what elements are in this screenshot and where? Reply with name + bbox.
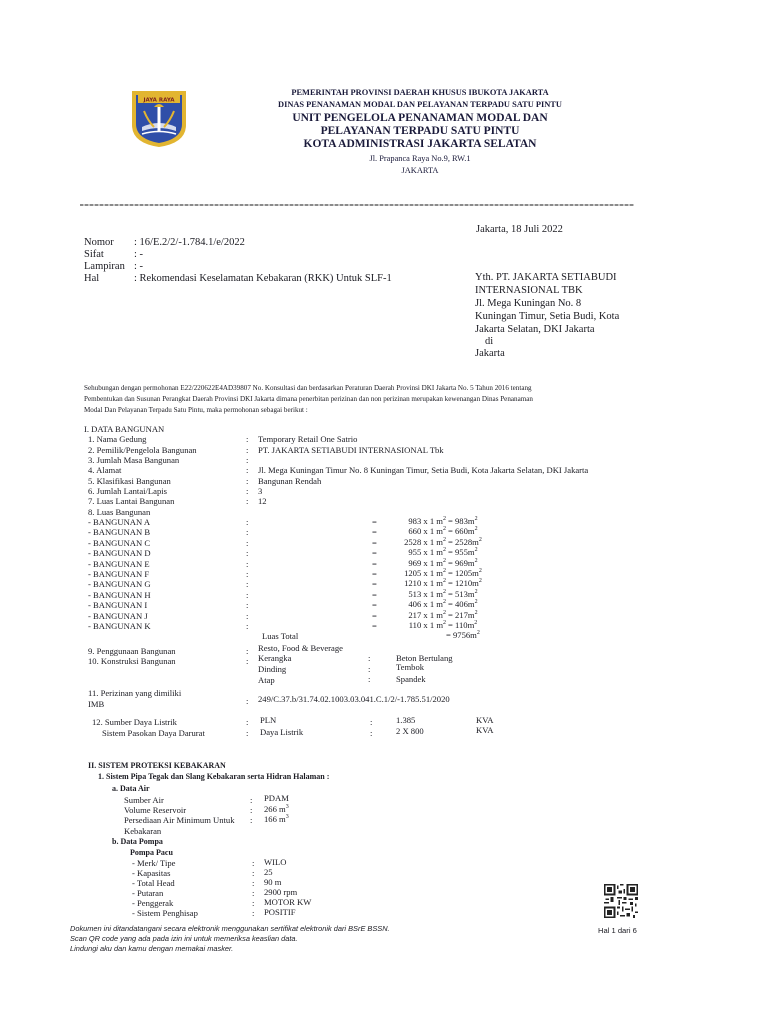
- darurat-value: 2 X 800: [396, 726, 424, 736]
- building-eq: =: [372, 548, 377, 559]
- pompa-colon: :: [252, 858, 255, 868]
- building-eq: =: [372, 589, 377, 600]
- pompa-label: - Sistem Penghisap: [132, 908, 198, 918]
- building-name: - BANGUNAN J: [88, 610, 148, 621]
- letterhead-line-5: KOTA ADMINISTRASI JAKARTA SELATAN: [303, 138, 537, 150]
- pompa-colon: :: [252, 908, 255, 918]
- building-calc-text: 513 x 1 m: [408, 588, 443, 599]
- row-label: 3. Jumlah Masa Bangunan: [88, 455, 180, 465]
- air-value: 166 $m^3$: [264, 814, 289, 824]
- listrik-source: PLN: [260, 715, 277, 725]
- penggunaan-colon: :: [246, 646, 249, 656]
- darurat-colon: :: [246, 728, 249, 738]
- air-colon: :: [250, 805, 253, 815]
- listrik-unit: KVA: [476, 715, 494, 725]
- row-colon: :: [246, 434, 249, 444]
- building-result-text: = 983m: [448, 516, 475, 526]
- recipient-line-6: di: [485, 336, 494, 347]
- pompa-label: - Total Head: [132, 878, 175, 888]
- building-calc-text: 110 x 1 m: [408, 620, 443, 630]
- listrik-colon-2: :: [370, 717, 373, 727]
- row-label: 7. Luas Lantai Bangunan: [88, 496, 175, 506]
- air-value: PDAM: [264, 793, 289, 803]
- imb-value: 249/C.37.b/31.74.02.1003.03.041.C.1/2/-1.785.51/2020: [258, 694, 450, 704]
- pompa-label: - Merk/ Tipe: [132, 858, 176, 868]
- jakarta-emblem-logo: [128, 87, 190, 149]
- building-name: - BANGUNAN A: [88, 517, 151, 527]
- building-result: = $1205m^2$: [448, 568, 482, 578]
- building-result: = $660m^2$: [448, 526, 478, 537]
- pompa-value: 25: [264, 867, 273, 877]
- building-colon: :: [246, 548, 249, 559]
- row-label: 5. Klasifikasi Bangunan: [88, 476, 171, 486]
- air-label: Persediaan Air Minimum Untuk: [124, 815, 235, 825]
- building-calc-text: 660 x 1 m: [408, 526, 443, 537]
- building-colon: :: [246, 600, 249, 611]
- pompa-colon: :: [252, 888, 255, 898]
- building-result: = $969m^2$: [448, 557, 478, 568]
- building-colon: :: [246, 569, 249, 579]
- row-colon: :: [246, 465, 249, 475]
- building-eq: =: [372, 527, 377, 538]
- sifat-label: Sifat: [84, 249, 104, 260]
- building-name: - BANGUNAN E: [88, 558, 150, 569]
- building-colon: :: [246, 589, 249, 600]
- building-result-text: = 2528m: [448, 536, 479, 547]
- row-value: PT. JAKARTA SETIABUDI INTERNASIONAL Tbk: [258, 445, 444, 455]
- building-calc-text: 983 x 1 m: [408, 516, 443, 526]
- pompa-value: WILO: [264, 857, 287, 867]
- building-calc: 513 x 1 $m^2$: [408, 588, 446, 599]
- building-name: - BANGUNAN G: [88, 579, 151, 590]
- konstruksi-colon: :: [368, 674, 371, 684]
- recipient-line-2: INTERNASIONAL TBK: [475, 285, 583, 296]
- building-colon: :: [246, 527, 249, 538]
- air-label: Volume Reservoir: [124, 805, 187, 815]
- pompa-value: POSITIF: [264, 907, 296, 917]
- imb-label: IMB: [88, 699, 105, 709]
- building-result-text: = 1210m: [448, 578, 479, 589]
- building-calc: 1210 x 1 $m^2$: [404, 578, 446, 589]
- building-name: - BANGUNAN C: [88, 537, 151, 548]
- konstruksi-value: Tembok: [396, 662, 425, 672]
- pompa-colon: :: [252, 878, 255, 888]
- luas-total-number: = 9756m: [446, 630, 477, 640]
- footer-line-1: Dokumen ini ditandatangani secara elektronik menggunakan sertifikat elektronik dari BSrE BSSN.: [70, 924, 390, 933]
- building-result-text: = 955m: [448, 547, 475, 558]
- building-calc: 660 x 1 $m^2$: [408, 526, 446, 537]
- data-air-title: a. Data Air: [112, 784, 150, 793]
- pompa-value: 90 m: [264, 877, 282, 887]
- row-value: Bangunan Rendah: [258, 476, 322, 486]
- building-calc-text: 2528 x 1 m: [404, 536, 443, 547]
- letterhead-line-1: PEMERINTAH PROVINSI DAERAH KHUSUS IBUKOTA JAKARTA: [291, 88, 549, 97]
- row-label: 4. Alamat: [88, 465, 122, 475]
- konstruksi-value: Spandek: [396, 674, 426, 684]
- building-calc: 217 x 1 $m^2$: [408, 609, 446, 620]
- row-colon: :: [246, 496, 249, 506]
- darurat-label: Sistem Pasokan Daya Darurat: [102, 728, 205, 738]
- lampiran-value: : -: [134, 261, 144, 272]
- imb-colon: :: [246, 696, 249, 706]
- svg-text:JAYA RAYA: JAYA RAYA: [143, 97, 175, 104]
- letter-date: Jakarta, 18 Juli 2022: [476, 224, 563, 235]
- sifat-value: : -: [134, 249, 144, 260]
- intro-line-3: Modal Dan Pelayanan Terpadu Satu Pintu, maka permohonan sebagai berikut :: [84, 406, 308, 414]
- listrik-colon: :: [246, 717, 249, 727]
- section-1-title: I. DATA BANGUNAN: [84, 424, 165, 434]
- row-value: Temporary Retail One Satrio: [258, 434, 358, 444]
- building-name: - BANGUNAN B: [88, 527, 151, 538]
- building-calc-text: 217 x 1 m: [408, 609, 443, 620]
- letterhead-address: Jl. Prapanca Raya No.9, RW.1: [369, 154, 471, 163]
- building-eq: =: [372, 537, 377, 548]
- row-colon: :: [246, 476, 249, 486]
- building-calc: 955 x 1 $m^2$: [408, 547, 446, 558]
- row-colon: :: [246, 455, 249, 465]
- building-result-text: = 406m: [448, 599, 475, 610]
- air-value-text: 166 m: [264, 814, 286, 824]
- letterhead-divider: [80, 204, 634, 206]
- building-result-text: = 1205m: [448, 568, 479, 578]
- darurat-colon-2: :: [370, 728, 373, 738]
- building-colon: :: [246, 558, 249, 569]
- building-name: - BANGUNAN I: [88, 600, 148, 611]
- building-result: = $2528m^2$: [448, 536, 482, 547]
- nomor-label: Nomor: [84, 237, 114, 248]
- building-result: = $1210m^2$: [448, 578, 482, 589]
- konstruksi-colon: :: [368, 653, 371, 663]
- pompa-colon: :: [252, 868, 255, 878]
- luas-total-value: = $9756m^2$: [446, 630, 480, 640]
- building-result-text: = 660m: [448, 526, 475, 537]
- recipient-line-7: Jakarta: [475, 348, 505, 359]
- row-label: 1. Nama Gedung: [88, 434, 147, 444]
- nomor-value: : 16/E.2/2/-1.784.1/e/2022: [134, 237, 245, 248]
- qr-code: [604, 884, 638, 918]
- recipient-line-1: Yth. PT. JAKARTA SETIABUDI: [475, 272, 617, 283]
- building-eq: =: [372, 579, 377, 590]
- building-eq: =: [372, 569, 377, 579]
- pompa-pacu-title: Pompa Pacu: [130, 848, 173, 857]
- pompa-label: - Putaran: [132, 888, 164, 898]
- building-result: = $110m^2$: [448, 620, 478, 630]
- building-eq: =: [372, 517, 377, 527]
- recipient-line-3: Jl. Mega Kuningan No. 8: [475, 298, 582, 309]
- perizinan-label: 11. Perizinan yang dimiliki: [88, 688, 182, 698]
- building-result-text: = 110m: [448, 620, 475, 630]
- building-result: = $513m^2$: [448, 588, 478, 599]
- darurat-source: Daya Listrik: [260, 727, 304, 737]
- air-value-text: 266 m: [264, 804, 286, 814]
- building-name: - BANGUNAN K: [88, 621, 151, 631]
- footer-line-2: Scan QR code yang ada pada izin ini untuk memeriksa keaslian data.: [70, 934, 298, 943]
- letterhead-city: JAKARTA: [401, 166, 439, 175]
- air-colon: :: [250, 795, 253, 805]
- row-value: 3: [258, 486, 263, 496]
- row-value: 12: [258, 496, 267, 506]
- pompa-label: - Penggerak: [132, 898, 174, 908]
- konstruksi-part: Atap: [258, 675, 275, 685]
- luas-bangunan-title: 8. Luas Bangunan: [88, 507, 151, 517]
- building-result-text: = 217m: [448, 609, 475, 620]
- konstruksi-part: Kerangka: [258, 653, 292, 663]
- intro-line-1: Sehubungan dengan permohonan E22/220622E4AD39807 No. Konsultasi dan berdasarkan Peraturan Daerah Provinsi DKI Jakarta No. 5 Tahun 2016 tentang: [84, 384, 532, 392]
- building-result: = $406m^2$: [448, 599, 478, 610]
- air-label: Sumber Air: [124, 795, 164, 805]
- section-2-title: II. SISTEM PROTEKSI KEBAKARAN: [88, 761, 226, 770]
- building-result-text: = 969m: [448, 557, 475, 568]
- pompa-value: MOTOR KW: [264, 897, 312, 907]
- data-pompa-title: b. Data Pompa: [112, 837, 163, 846]
- building-colon: :: [246, 579, 249, 590]
- building-colon: :: [246, 621, 249, 631]
- recipient-line-5: Jakarta Selatan, DKI Jakarta: [475, 324, 595, 335]
- konstruksi-value: Beton Bertulang: [396, 653, 453, 663]
- listrik-value: 1.385: [396, 715, 416, 725]
- row-colon: :: [246, 486, 249, 496]
- page-number: Hal 1 dari 6: [598, 926, 637, 935]
- building-calc: 969 x 1 $m^2$: [408, 557, 446, 568]
- intro-line-2: Pembentukan dan Susunan Perangkat Daerah Provinsi DKI Jakarta dimana penerbitan perizinan dan non perizinan merupakan kewenangan Dinas Penanaman: [84, 395, 533, 403]
- building-eq: =: [372, 621, 377, 631]
- air-colon: :: [250, 815, 253, 825]
- pompa-label: - Kapasitas: [132, 868, 171, 878]
- penggunaan-value: Resto, Food & Beverage: [258, 643, 343, 653]
- building-calc-text: 969 x 1 m: [408, 557, 443, 568]
- building-eq: =: [372, 610, 377, 621]
- building-colon: :: [246, 610, 249, 621]
- building-calc: 2528 x 1 $m^2$: [404, 536, 446, 547]
- building-calc-text: 406 x 1 m: [408, 599, 443, 610]
- building-name: - BANGUNAN D: [88, 548, 151, 559]
- building-result: = $983m^2$: [448, 516, 478, 526]
- building-colon: :: [246, 517, 249, 527]
- listrik-label: 12. Sumber Daya Listrik: [92, 717, 177, 727]
- letterhead-line-4: PELAYANAN TERPADU SATU PINTU: [320, 125, 520, 137]
- building-calc-text: 955 x 1 m: [408, 547, 443, 558]
- konstruksi-part: Dinding: [258, 664, 287, 674]
- building-name: - BANGUNAN F: [88, 569, 150, 579]
- building-calc: 1205 x 1 $m^2$: [404, 568, 446, 578]
- building-result-text: = 513m: [448, 588, 475, 599]
- section-2-sub-1: 1. Sistem Pipa Tegak dan Slang Kebakaran serta Hidran Halaman :: [98, 772, 330, 781]
- row-label: 2. Pemilik/Pengelola Bangunan: [88, 445, 197, 455]
- building-calc: 983 x 1 $m^2$: [408, 516, 446, 526]
- air-value: 266 $m^3$: [264, 804, 289, 814]
- letterhead-line-2: DINAS PENANAMAN MODAL DAN PELAYANAN TERPADU SATU PINTU: [278, 100, 562, 109]
- building-calc-text: 1210 x 1 m: [404, 578, 443, 589]
- footer-line-3: Lindungi aku dan kamu dengan memakai masker.: [70, 944, 234, 953]
- building-result: = $955m^2$: [448, 547, 478, 558]
- letterhead-line-3: UNIT PENGELOLA PENANAMAN MODAL DAN: [292, 112, 548, 124]
- building-calc: 406 x 1 $m^2$: [408, 599, 446, 610]
- pompa-colon: :: [252, 898, 255, 908]
- kebakaran-label: Kebakaran: [124, 826, 162, 836]
- hal-value: : Rekomendasi Keselamatan Kebakaran (RKK) Untuk SLF-1: [134, 273, 392, 284]
- building-calc: 110 x 1 $m^2$: [408, 620, 446, 630]
- building-eq: =: [372, 600, 377, 611]
- building-name: - BANGUNAN H: [88, 589, 151, 600]
- recipient-line-4: Kuningan Timur, Setia Budi, Kota: [475, 311, 620, 322]
- konstruksi-colon: :: [368, 664, 371, 674]
- hal-label: Hal: [84, 273, 100, 284]
- building-result: = $217m^2$: [448, 609, 478, 620]
- building-eq: =: [372, 558, 377, 569]
- pompa-value: 2900 rpm: [264, 887, 298, 897]
- luas-total-label: Luas Total: [262, 631, 299, 641]
- konstruksi-label: 10. Konstruksi Bangunan: [88, 656, 176, 666]
- building-calc-text: 1205 x 1 m: [404, 568, 443, 578]
- row-value: Jl. Mega Kuningan Timur No. 8 Kuningan Timur, Setia Budi, Kota Jakarta Selatan, DKI Jakarta: [258, 465, 589, 475]
- darurat-unit: KVA: [476, 725, 494, 735]
- building-colon: :: [246, 537, 249, 548]
- row-colon: :: [246, 445, 249, 455]
- row-label: 6. Jumlah Lantai/Lapis: [88, 486, 167, 496]
- konstruksi-colon: :: [246, 656, 249, 666]
- penggunaan-label: 9. Penggunaan Bangunan: [88, 646, 176, 656]
- lampiran-label: Lampiran: [84, 261, 125, 272]
